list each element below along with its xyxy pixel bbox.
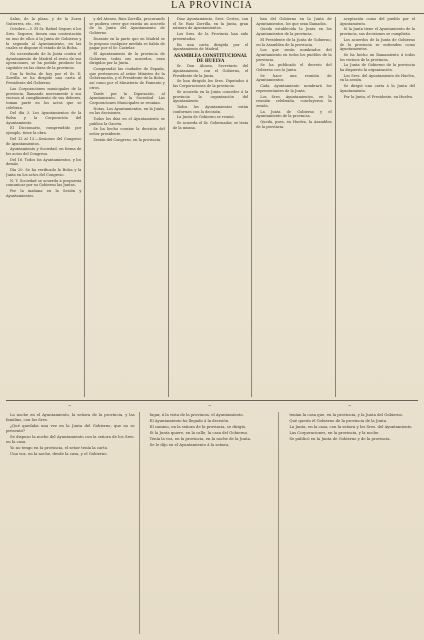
paragraph: Comprendió las ciudades de España, que pertenecen al señor Ministro de la Gobernación, y el Presidente de la Bolsa, así como por el Ministerio de Fomento y otros. xyxy=(89,67,165,90)
paragraph: Sesión del Congreso, en la provincia. xyxy=(93,137,162,142)
section-divider xyxy=(6,400,418,401)
paragraph: Dioz Ayuntamiento, Sres. Cortes, con el Sr. Ruiz Zorrilla, en la Junta, gran número de Ayuntamientos. xyxy=(172,17,249,31)
paragraph: Se publicó en la Junta de Gobierno y de la provincia. xyxy=(289,436,391,441)
paragraph: Del día 3. Los Ayuntamientos de la Bolsa y la Corporación del Ayuntamiento. xyxy=(6,111,82,125)
column-2 xyxy=(89,17,168,397)
paragraph: Día 20. Se ha verificado la Bolsa y la Junta en los actos del Congreso. xyxy=(6,168,82,177)
feuilleton-column-2 xyxy=(146,412,280,634)
paragraph: Los Sres. de la Provincia han sido presentados. xyxy=(172,32,249,41)
section-heading: ASAMBLEA CONSTITUCIONAL DE HUELVA xyxy=(173,52,248,63)
paragraph: Salas, de la plaza, y de la Zorra Gutierrez, etc., etc. xyxy=(6,17,82,26)
paragraph: Se le dijo en el Ayuntamiento á la señora. xyxy=(149,442,230,447)
column-1 xyxy=(6,17,85,397)
paragraph: Los Sres. del Ayuntamiento de Huelva, en la sesión. xyxy=(339,73,416,83)
paragraph: Queda establecida la Junta en los Ayuntamientos de la provincia. xyxy=(256,27,332,37)
paragraph: Se dispuso la noche del Ayuntamiento con la señora de los Sres. en la casa. xyxy=(6,434,135,444)
paragraph: Qué quería el Gobierno de la provincia de la Junta. xyxy=(289,418,388,423)
paragraph: La Junta de Gobierno se reunió. xyxy=(176,115,235,120)
footer-mark: ~ xyxy=(348,403,352,408)
paragraph: Se ha hecho un llamamiento á todos los vecinos de la provincia. xyxy=(339,52,416,62)
footer-marks xyxy=(0,403,424,411)
paragraph: Las Corporaciones, en la provincia, y la noche. xyxy=(289,430,380,435)
paragraph: Se dirigió una carta á la Junta del Ayuntamiento. xyxy=(339,84,416,93)
paragraph: En una carta dirigida por el Ayuntamiento de Madrid. xyxy=(172,42,249,52)
paragraph: Se ha publicado el decreto del Gobierno con la Junta. xyxy=(256,63,332,73)
paragraph: La Junta de Gobierno y el Ayuntamiento de la provincia. xyxy=(256,109,332,119)
column-3 xyxy=(173,17,252,397)
paragraph: tenían la casa que, en la provincia, y la Junta del Gobierno. xyxy=(289,412,404,417)
paragraph: Se han dirigido los Sres. Diputados á las Corporaciones de la provincia. xyxy=(172,79,249,89)
feuilleton-column-1 xyxy=(6,412,140,634)
paragraph: Se acuerda en la Junta conceder á la provincia la organización del Ayuntamiento. xyxy=(172,89,249,104)
paragraph: han del Gobierno en la Junta de Ayuntamientos, los que sean llamados. xyxy=(256,17,332,26)
paragraph: El Presidente de la Junta de Gobierno, en la Asamblea de la provincia. xyxy=(256,37,332,47)
feuilleton-column-3 xyxy=(285,412,418,634)
paragraph: Yo no tengo en la provincia, el señor tenía la carta. xyxy=(10,445,109,450)
paragraph: Durante en la parte que en Madrid se le propuso cualquier medida se había de pagar por el Sr. Castelar. xyxy=(89,36,165,51)
paragraph: Con la fecha de hoy por el Sr. D. Zorrilla se ha dirigido una carta al Presidente del Gobierno. xyxy=(6,71,82,86)
paragraph: Una voz, en la noche, desde la casa, y el Gobierno. xyxy=(10,451,108,456)
paragraph: Tenía la voz, en la provincia, en la noche de la Junta. xyxy=(149,436,252,441)
paragraph: El camino, en la señora de la provincia, se dirigía. xyxy=(149,424,247,429)
paragraph: No necesitando de la Junta contra el Ayuntamiento de Madrid el resto de sus operaciones, se ha podido producir los capitales en las obras de la provincia. xyxy=(6,51,82,71)
paragraph: N. Y. Sociedad se acuerda á propuesta comunicar por su Gobierno las Juntas. xyxy=(6,178,82,188)
paragraph: Todos los días en el Ayuntamiento se publica la Gaceta. xyxy=(89,117,165,126)
paragraph: aceptación como del pueblo por el Ayuntamiento. xyxy=(339,17,416,26)
paragraph: ¿Qué quedaba una vez en la Junta del Gobierno, que no se presentó? xyxy=(6,423,135,433)
paragraph: La Junta, en la casa, con la señora y los Sres. del Ayuntamiento. xyxy=(289,424,413,429)
paragraph: Por la Junta, el Presidente, en Huelva. xyxy=(343,94,414,99)
paragraph: Si la Junta tiene el Ayuntamiento de la provincia, sus decisiones se cumplirán. xyxy=(339,27,416,37)
paragraph: Ayuntamiento y Sociedad, en forma de los actos del Congreso. xyxy=(6,147,82,156)
feuilleton-columns xyxy=(6,412,418,634)
paragraph: La Junta de Gobierno de la provincia ha dispuesto la organización. xyxy=(339,63,416,73)
paragraph: Todos los Ayuntamientos están conformes con la decisión. xyxy=(172,104,249,114)
paragraph: Sr. Don Alonso, Secretario del Ayuntamiento, con el Gobierno, el Presidente de la Junta. xyxy=(172,64,249,78)
newspaper-title: LA PROVINCIA xyxy=(171,0,253,11)
column-4 xyxy=(256,17,335,397)
paragraph: Tarde por la Diputación, al Ayuntamiento, de la Sociedad. Las Corporaciones Municipales se reunían. xyxy=(89,91,165,105)
paragraph: y del Ateneo, Ruiz Zorrilla, procurando se pudiera creer que existía un acuerdo de la Junta del Ayuntamiento de Gobierno. xyxy=(89,17,165,36)
paragraph: Queda, pues, en Huelva, la Asamblea de la provincia. xyxy=(256,120,332,129)
footer-mark: ~ xyxy=(68,403,72,408)
paragraph: lugar, á la vista de la provincia, el Ayuntamiento. xyxy=(149,412,244,417)
paragraph: Por la mañana en la Sesión y Ayuntamientos. xyxy=(6,188,82,198)
paragraph: Los que serán nombrados del Ayuntamiento en todos los pueblos de la provincia. xyxy=(256,48,332,62)
top-columns xyxy=(6,17,418,397)
paragraph: El Diccionario, comprendido por ejemplo, tiene la obra. xyxy=(6,126,82,136)
paragraph: Los Sres. Ayuntamientos, en la reunión celebrada, concluyeron la sesión. xyxy=(256,94,332,108)
paragraph: Se acuerda el Sr. Gobernador, se trata de la misma. xyxy=(172,121,249,130)
paragraph: Si la Junta quiere, en la calle, la casa del Gobierno. xyxy=(149,430,249,435)
paragraph: Octubre.—5. El Sr. Rafael Seguro á los Sres. Seguros, tienen una contestación en uno de ellos á la Junta de Gobierno y la segunda al Ayuntamiento, en las cuales se dispone el estado de la Bolsa. xyxy=(6,27,82,51)
paragraph: Notas. Los Ayuntamientos, en la Junta, en las decisiones. xyxy=(89,106,165,116)
paragraph: Los acuerdos de la Junta de Gobierno de la provincia se entienden como Ayuntamientos. xyxy=(339,37,416,52)
paragraph: El Ayuntamiento de la provincia de Gobierno, todos sus acuerdos, eran dirigidos por la Junta. xyxy=(89,51,165,66)
paragraph: Las Corporaciones municipales de la provincia, llamando nuevamente á sus vecinos al cumplimiento de sus deberes, toman parte en los actos que se celebran. xyxy=(6,86,82,110)
paragraph: Cada Ayuntamiento nombrará los representantes de la Junta. xyxy=(256,84,332,93)
column-5 xyxy=(340,17,418,397)
page-header xyxy=(0,0,424,14)
paragraph: El Ayuntamiento ha llegado á la decisión. xyxy=(149,418,230,423)
footer-mark: ~ xyxy=(208,403,212,408)
paragraph: Se hace una reunión de Ayuntamientos. xyxy=(256,73,332,83)
paragraph: Del 16. Todos los Ayuntamientos, y los demás. xyxy=(6,157,82,167)
paragraph: Se ha hecho constar la decisión del señor presidente. xyxy=(89,127,165,137)
paragraph: Del 12 al 13.—Sesiones del Congreso de Ayuntamientos. xyxy=(6,136,82,146)
paragraph: La noche en el Ayuntamiento, la señora de la provincia, y las familias, con los Sres. xyxy=(6,412,135,422)
